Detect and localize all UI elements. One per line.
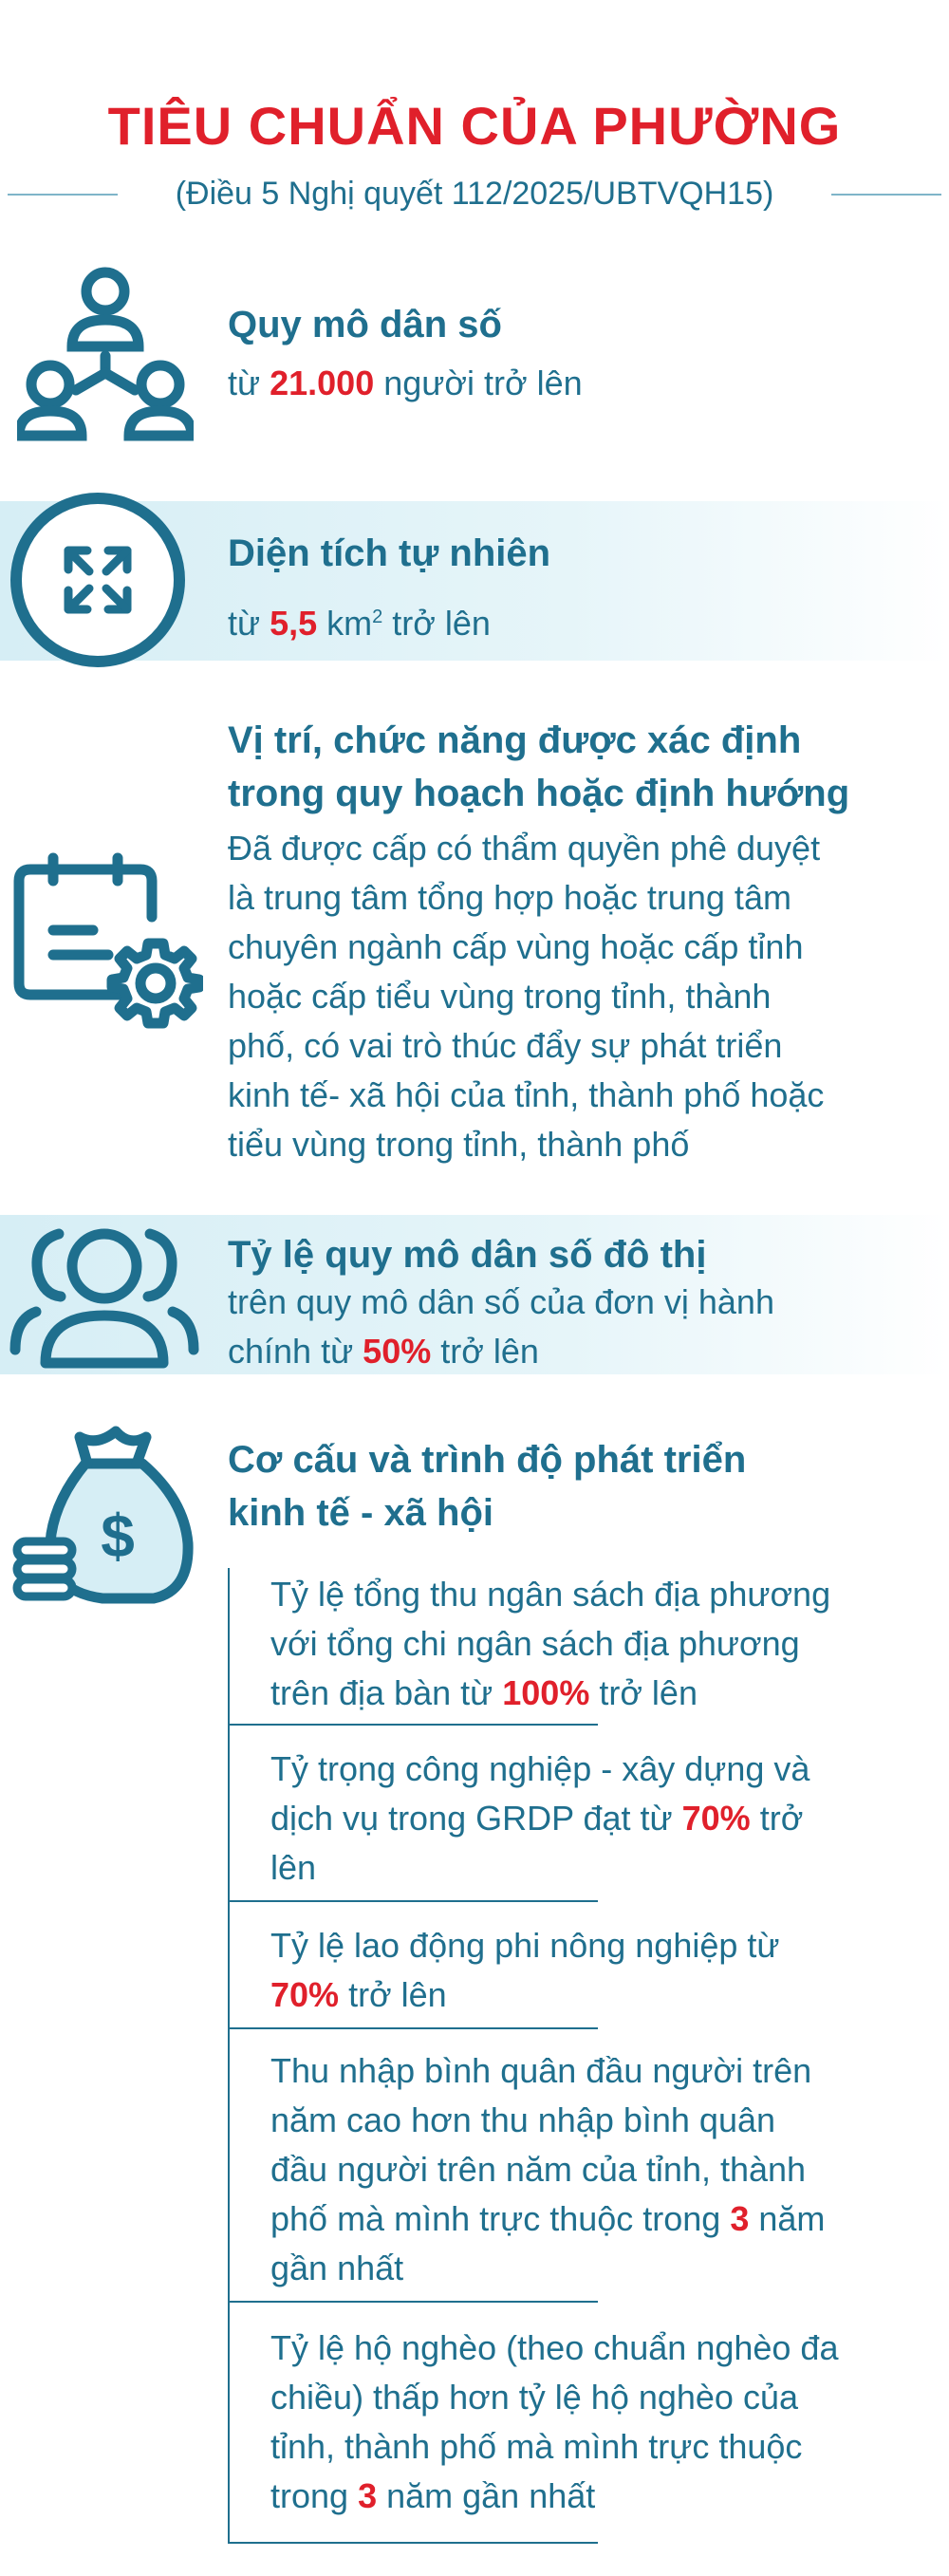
area-unit: km <box>317 604 373 643</box>
economy-item-1-prefix: trên địa bàn từ <box>270 1673 503 1712</box>
economy-item-5-value: 3 <box>358 2476 378 2515</box>
economy-item-5-line-3: tỉnh, thành phố mà mình trực thuộc <box>270 2427 803 2466</box>
area-unit-sup: 2 <box>372 607 383 627</box>
area-text <box>228 592 491 648</box>
people-network-icon <box>17 261 194 441</box>
economy-item-4-prefix: phố mà mình trực thuộc trong <box>270 2199 731 2238</box>
economy-item-4-suffix: năm <box>749 2199 826 2238</box>
location-line: chuyên ngành cấp vùng hoặc cấp tỉnh <box>228 927 804 966</box>
area-heading: Diện tích tự nhiên <box>228 532 551 574</box>
location-line: phố, có vai trò thúc đẩy sự phát triển <box>228 1026 783 1065</box>
economy-item-2-line-2 <box>270 1794 803 1843</box>
location-heading-2: trong quy hoạch hoặc định hướng <box>228 773 850 814</box>
economy-divider <box>228 2542 598 2544</box>
economy-heading-2: kinh tế - xã hội <box>228 1492 494 1534</box>
population-text <box>228 359 583 408</box>
urban-heading: Tỷ lệ quy mô dân số đô thị <box>228 1234 707 1276</box>
economy-heading-1: Cơ cấu và trình độ phát triển <box>228 1439 747 1481</box>
economy-item-4-line-3: đầu người trên năm của tỉnh, thành <box>270 2150 807 2189</box>
economy-item-3-suffix: trở lên <box>339 1975 447 2014</box>
economy-item-4-line-2: năm cao hơn thu nhập bình quân <box>270 2100 776 2139</box>
economy-item-1-line-2: với tổng chi ngân sách địa phương <box>270 1624 800 1663</box>
expand-arrows-icon <box>9 492 186 668</box>
economy-item-4-line-5: gần nhất <box>270 2249 404 2287</box>
economy-item-1-line-3 <box>270 1669 698 1718</box>
location-line: kinh tế- xã hội của tỉnh, thành phố hoặc <box>228 1075 825 1114</box>
economy-item-1-value: 100% <box>502 1673 590 1712</box>
economy-item-2-prefix: dịch vụ trong GRDP đạt từ <box>270 1799 682 1838</box>
location-line: là trung tâm tổng hợp hoặc trung tâm <box>228 878 791 917</box>
economy-item-3-line-1: Tỷ lệ lao động phi nông nghiệp từ <box>270 1926 780 1965</box>
urban-line-2-prefix: chính từ <box>228 1332 363 1371</box>
location-line: tiểu vùng trong tỉnh, thành phố <box>228 1125 690 1164</box>
economy-item-5-line-1: Tỷ lệ hộ nghèo (theo chuẩn nghèo đa <box>270 2328 839 2367</box>
economy-divider <box>228 1724 598 1726</box>
urban-line-1: trên quy mô dân số của đơn vị hành <box>228 1282 774 1321</box>
economy-divider <box>228 1900 598 1902</box>
area-value: 5,5 <box>270 604 318 643</box>
economy-item-2-suffix: trở <box>750 1799 804 1838</box>
subtitle-row <box>0 173 949 215</box>
economy-item-2-line-1: Tỷ trọng công nghiệp - xây dựng và <box>270 1749 810 1788</box>
economy-item-2-line-3: lên <box>270 1848 317 1887</box>
page-subtitle: (Điều 5 Nghị quyết 112/2025/UBTVQH15) <box>175 176 774 212</box>
economy-bracket-line <box>228 1568 230 2544</box>
economy-divider <box>228 2027 598 2029</box>
subtitle-right-rule <box>831 194 941 196</box>
area-prefix: từ <box>228 604 270 643</box>
economy-item-5-line-2: chiều) thấp hơn tỷ lệ hộ nghèo của <box>270 2378 798 2417</box>
svg-text:$: $ <box>101 1502 135 1570</box>
economy-item-4-value: 3 <box>730 2199 750 2238</box>
urban-line-2-suffix: trở lên <box>431 1332 539 1371</box>
group-people-icon <box>9 1221 199 1369</box>
location-heading-1: Vị trí, chức năng được xác định <box>228 719 802 761</box>
economy-item-2-value: 70% <box>681 1799 751 1838</box>
location-line: Đã được cấp có thẩm quyền phê duyệt <box>228 829 821 868</box>
population-value: 21.000 <box>270 364 375 402</box>
clipboard-gear-icon <box>13 852 203 1033</box>
economy-item-5-prefix: trong <box>270 2476 359 2515</box>
location-line: hoặc cấp tiểu vùng trong tỉnh, thành <box>228 977 772 1016</box>
economy-item-4-line-4 <box>270 2194 825 2244</box>
money-bag-icon <box>11 1424 197 1610</box>
urban-line-2 <box>228 1327 539 1376</box>
urban-value: 50% <box>363 1332 432 1371</box>
population-suffix: người trở lên <box>374 364 583 402</box>
economy-item-3-line-2 <box>270 1970 447 2020</box>
area-suffix: trở lên <box>382 604 491 643</box>
population-heading: Quy mô dân số <box>228 304 502 345</box>
economy-item-4-line-1: Thu nhập bình quân đầu người trên <box>270 2051 812 2090</box>
economy-item-5-line-4 <box>270 2472 595 2521</box>
page-title: TIÊU CHUẨN CỦA PHƯỜNG <box>107 96 842 156</box>
economy-item-5-suffix: năm gần nhất <box>377 2476 596 2515</box>
population-prefix: từ <box>228 364 270 402</box>
economy-divider <box>228 2301 598 2303</box>
economy-item-1-line-1: Tỷ lệ tổng thu ngân sách địa phương <box>270 1575 831 1614</box>
economy-item-1-suffix: trở lên <box>589 1673 698 1712</box>
economy-item-3-value: 70% <box>270 1975 340 2014</box>
